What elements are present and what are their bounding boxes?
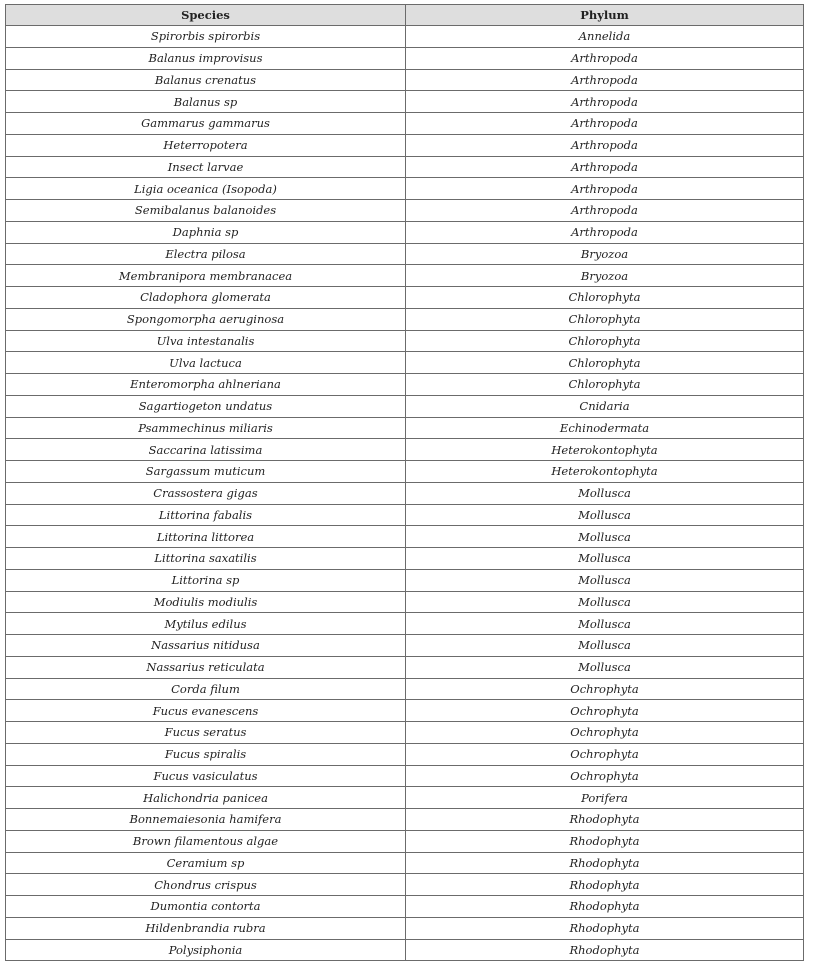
column-header-phylum: Phylum [406, 5, 804, 26]
table-row [6, 743, 804, 765]
table-row [6, 330, 804, 352]
table-row [6, 113, 804, 135]
phylum-cell: Ochrophyta [406, 743, 804, 765]
species-cell: Hildenbrandia rubra [6, 917, 406, 939]
table-row [6, 809, 804, 831]
phylum-cell: Chlorophyta [406, 352, 804, 374]
table-body [6, 26, 804, 961]
species-phylum-table [5, 4, 804, 961]
phylum-cell: Mollusca [406, 656, 804, 678]
phylum-cell: Mollusca [406, 635, 804, 657]
species-cell: Sagartiogeton undatus [6, 395, 406, 417]
phylum-cell: Chlorophyta [406, 330, 804, 352]
table-row [6, 722, 804, 744]
species-cell: Sargassum muticum [6, 461, 406, 483]
table-row [6, 395, 804, 417]
species-cell: Fucus spiralis [6, 743, 406, 765]
table-row [6, 265, 804, 287]
species-cell: Littorina fabalis [6, 504, 406, 526]
phylum-cell: Rhodophyta [406, 809, 804, 831]
table-row [6, 548, 804, 570]
phylum-cell: Arthropoda [406, 200, 804, 222]
species-cell: Ligia oceanica (Isopoda) [6, 178, 406, 200]
species-table-container [5, 4, 803, 961]
table-row [6, 26, 804, 48]
species-cell: Ulva lactuca [6, 352, 406, 374]
table-row [6, 243, 804, 265]
phylum-cell: Rhodophyta [406, 830, 804, 852]
phylum-cell: Rhodophyta [406, 852, 804, 874]
table-row [6, 178, 804, 200]
species-cell: Ulva intestanalis [6, 330, 406, 352]
table-row [6, 134, 804, 156]
table-row [6, 917, 804, 939]
species-cell: Psammechinus miliaris [6, 417, 406, 439]
species-cell: Nassarius nitidusa [6, 635, 406, 657]
table-row [6, 787, 804, 809]
phylum-cell: Mollusca [406, 504, 804, 526]
species-cell: Littorina littorea [6, 526, 406, 548]
species-cell: Spongomorpha aeruginosa [6, 308, 406, 330]
table-row [6, 852, 804, 874]
table-row [6, 69, 804, 91]
phylum-cell: Mollusca [406, 482, 804, 504]
phylum-cell: Ochrophyta [406, 765, 804, 787]
phylum-cell: Ochrophyta [406, 700, 804, 722]
species-cell: Fucus seratus [6, 722, 406, 744]
table-header [6, 5, 804, 26]
species-cell: Balanus sp [6, 91, 406, 113]
species-cell: Crassostera gigas [6, 482, 406, 504]
phylum-cell: Mollusca [406, 569, 804, 591]
phylum-cell: Echinodermata [406, 417, 804, 439]
species-cell: Fucus vasiculatus [6, 765, 406, 787]
species-cell: Halichondria panicea [6, 787, 406, 809]
phylum-cell: Chlorophyta [406, 287, 804, 309]
species-cell: Chondrus crispus [6, 874, 406, 896]
table-row [6, 569, 804, 591]
phylum-cell: Arthropoda [406, 47, 804, 69]
species-cell: Dumontia contorta [6, 896, 406, 918]
species-cell: Littorina saxatilis [6, 548, 406, 570]
phylum-cell: Rhodophyta [406, 896, 804, 918]
table-row [6, 461, 804, 483]
table-row [6, 482, 804, 504]
table-row [6, 504, 804, 526]
phylum-cell: Bryozoa [406, 265, 804, 287]
species-cell: Nassarius reticulata [6, 656, 406, 678]
phylum-cell: Arthropoda [406, 178, 804, 200]
table-row [6, 830, 804, 852]
phylum-cell: Rhodophyta [406, 917, 804, 939]
species-cell: Insect larvae [6, 156, 406, 178]
phylum-cell: Mollusca [406, 548, 804, 570]
table-row [6, 700, 804, 722]
phylum-cell: Mollusca [406, 613, 804, 635]
species-cell: Membranipora membranacea [6, 265, 406, 287]
phylum-cell: Arthropoda [406, 69, 804, 91]
table-row [6, 374, 804, 396]
phylum-cell: Arthropoda [406, 156, 804, 178]
species-cell: Balanus crenatus [6, 69, 406, 91]
table-row [6, 91, 804, 113]
species-cell: Heterropotera [6, 134, 406, 156]
phylum-cell: Mollusca [406, 591, 804, 613]
table-row [6, 221, 804, 243]
species-cell: Polysiphonia [6, 939, 406, 961]
species-cell: Balanus improvisus [6, 47, 406, 69]
species-cell: Ceramium sp [6, 852, 406, 874]
table-row [6, 939, 804, 961]
table-row [6, 156, 804, 178]
phylum-cell: Annelida [406, 26, 804, 48]
column-header-species: Species [6, 5, 406, 26]
phylum-cell: Heterokontophyta [406, 461, 804, 483]
species-cell: Saccarina latissima [6, 439, 406, 461]
table-row [6, 439, 804, 461]
phylum-cell: Arthropoda [406, 91, 804, 113]
species-cell: Corda filum [6, 678, 406, 700]
table-row [6, 874, 804, 896]
phylum-cell: Rhodophyta [406, 874, 804, 896]
table-row [6, 678, 804, 700]
header-row [6, 5, 804, 26]
table-row [6, 200, 804, 222]
phylum-cell: Arthropoda [406, 113, 804, 135]
phylum-cell: Ochrophyta [406, 678, 804, 700]
phylum-cell: Ochrophyta [406, 722, 804, 744]
species-cell: Semibalanus balanoides [6, 200, 406, 222]
species-cell: Spirorbis spirorbis [6, 26, 406, 48]
phylum-cell: Chlorophyta [406, 374, 804, 396]
species-cell: Daphnia sp [6, 221, 406, 243]
phylum-cell: Arthropoda [406, 134, 804, 156]
phylum-cell: Mollusca [406, 526, 804, 548]
species-cell: Enteromorpha ahlneriana [6, 374, 406, 396]
phylum-cell: Bryozoa [406, 243, 804, 265]
table-row [6, 417, 804, 439]
table-row [6, 765, 804, 787]
phylum-cell: Cnidaria [406, 395, 804, 417]
phylum-cell: Rhodophyta [406, 939, 804, 961]
table-row [6, 287, 804, 309]
table-row [6, 635, 804, 657]
species-cell: Brown filamentous algae [6, 830, 406, 852]
species-cell: Cladophora glomerata [6, 287, 406, 309]
phylum-cell: Porifera [406, 787, 804, 809]
table-row [6, 896, 804, 918]
table-row [6, 591, 804, 613]
table-row [6, 47, 804, 69]
table-row [6, 613, 804, 635]
table-row [6, 352, 804, 374]
table-row [6, 308, 804, 330]
species-cell: Electra pilosa [6, 243, 406, 265]
table-row [6, 656, 804, 678]
phylum-cell: Heterokontophyta [406, 439, 804, 461]
phylum-cell: Arthropoda [406, 221, 804, 243]
species-cell: Fucus evanescens [6, 700, 406, 722]
species-cell: Mytilus edilus [6, 613, 406, 635]
species-cell: Modiulis modiulis [6, 591, 406, 613]
species-cell: Bonnemaiesonia hamifera [6, 809, 406, 831]
species-cell: Littorina sp [6, 569, 406, 591]
species-cell: Gammarus gammarus [6, 113, 406, 135]
phylum-cell: Chlorophyta [406, 308, 804, 330]
table-row [6, 526, 804, 548]
